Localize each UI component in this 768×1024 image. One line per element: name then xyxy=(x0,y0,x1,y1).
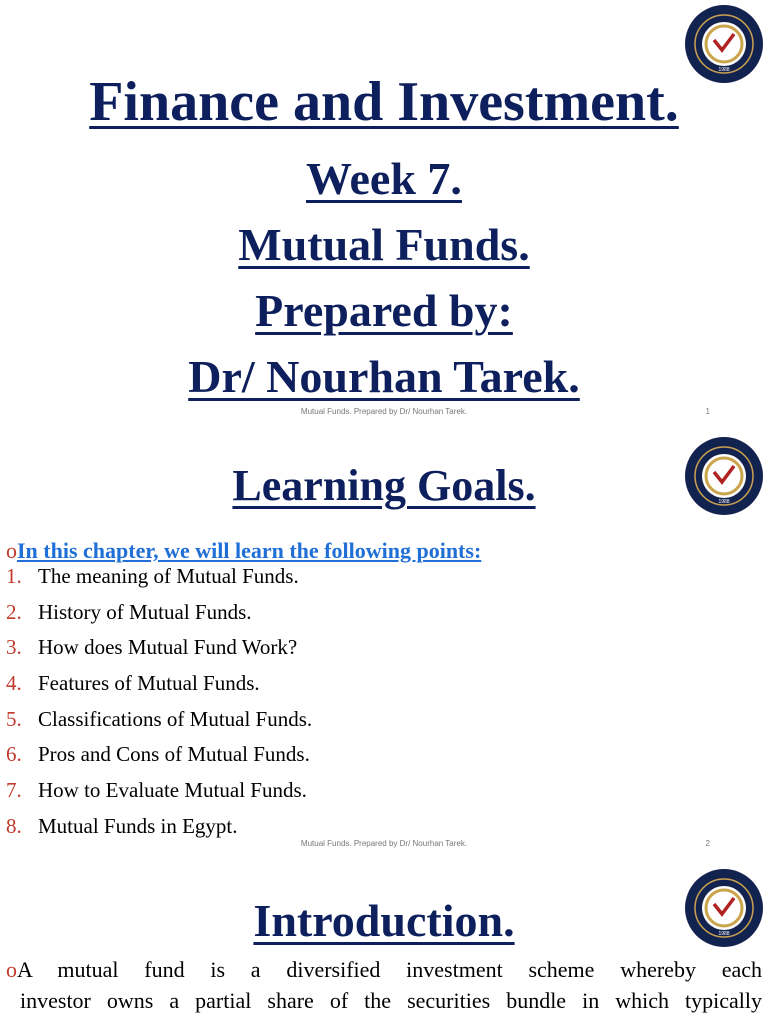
topic-label: Mutual Funds. xyxy=(238,219,530,270)
item-text: The meaning of Mutual Funds. xyxy=(38,564,299,588)
item-number: 4. xyxy=(6,671,22,696)
item-number: 1. xyxy=(6,564,22,588)
list-item xyxy=(6,669,312,705)
item-number: 2. xyxy=(6,599,22,624)
prepared-by-label: Prepared by: xyxy=(255,285,513,336)
week-label: Week 7. xyxy=(306,153,462,204)
item-text: Pros and Cons of Mutual Funds. xyxy=(38,742,310,767)
item-number: 3. xyxy=(6,635,22,660)
bullet-marker: o xyxy=(6,957,17,982)
item-number: 8. xyxy=(6,813,22,838)
logo-year: 1988 xyxy=(718,931,730,937)
item-number: 6. xyxy=(6,742,22,767)
item-text: Mutual Funds in Egypt. xyxy=(38,813,238,838)
item-number: 7. xyxy=(6,778,22,803)
item-number: 5. xyxy=(6,706,22,731)
item-text: How to Evaluate Mutual Funds. xyxy=(38,778,307,803)
item-text: How does Mutual Fund Work? xyxy=(38,635,298,660)
slide-1 xyxy=(0,0,768,432)
section-title: Introduction. xyxy=(253,895,515,946)
author-name: Dr/ Nourhan Tarek. xyxy=(188,351,580,402)
list-item xyxy=(6,740,312,776)
paragraph-line-1: A mutual fund is a diversified investment scheme whereby each xyxy=(17,957,762,982)
bullet-marker: o xyxy=(6,538,17,563)
list-item xyxy=(6,776,312,812)
list-item xyxy=(6,562,312,598)
page-number: 1 xyxy=(705,407,710,416)
item-text: Classifications of Mutual Funds. xyxy=(38,706,313,731)
list-item xyxy=(6,812,312,848)
intro-text: In this chapter, we will learn the following points: xyxy=(17,538,482,563)
logo-year: 1988 xyxy=(718,499,730,505)
page-number: 2 xyxy=(705,839,710,848)
item-text: History of Mutual Funds. xyxy=(38,599,252,624)
slide-3 xyxy=(0,864,768,1024)
paragraph-line-2: investor owns a partial share of the securities bundle in which typically xyxy=(20,988,762,1013)
learning-goals-list xyxy=(6,562,312,848)
list-item xyxy=(6,633,312,669)
course-title: Finance and Investment. xyxy=(89,71,679,133)
item-text: Features of Mutual Funds. xyxy=(38,671,260,696)
intro-paragraph xyxy=(6,954,762,1016)
section-title: Learning Goals. xyxy=(232,461,536,510)
logo-year: 1988 xyxy=(718,67,730,73)
list-item xyxy=(6,598,312,634)
slide-footer: Mutual Funds. Prepared by Dr/ Nourhan Tarek. xyxy=(300,407,468,416)
list-item xyxy=(6,705,312,741)
slide-footer: Mutual Funds. Prepared by Dr/ Nourhan Tarek. xyxy=(300,839,468,848)
intro-bullet-line xyxy=(6,538,481,564)
